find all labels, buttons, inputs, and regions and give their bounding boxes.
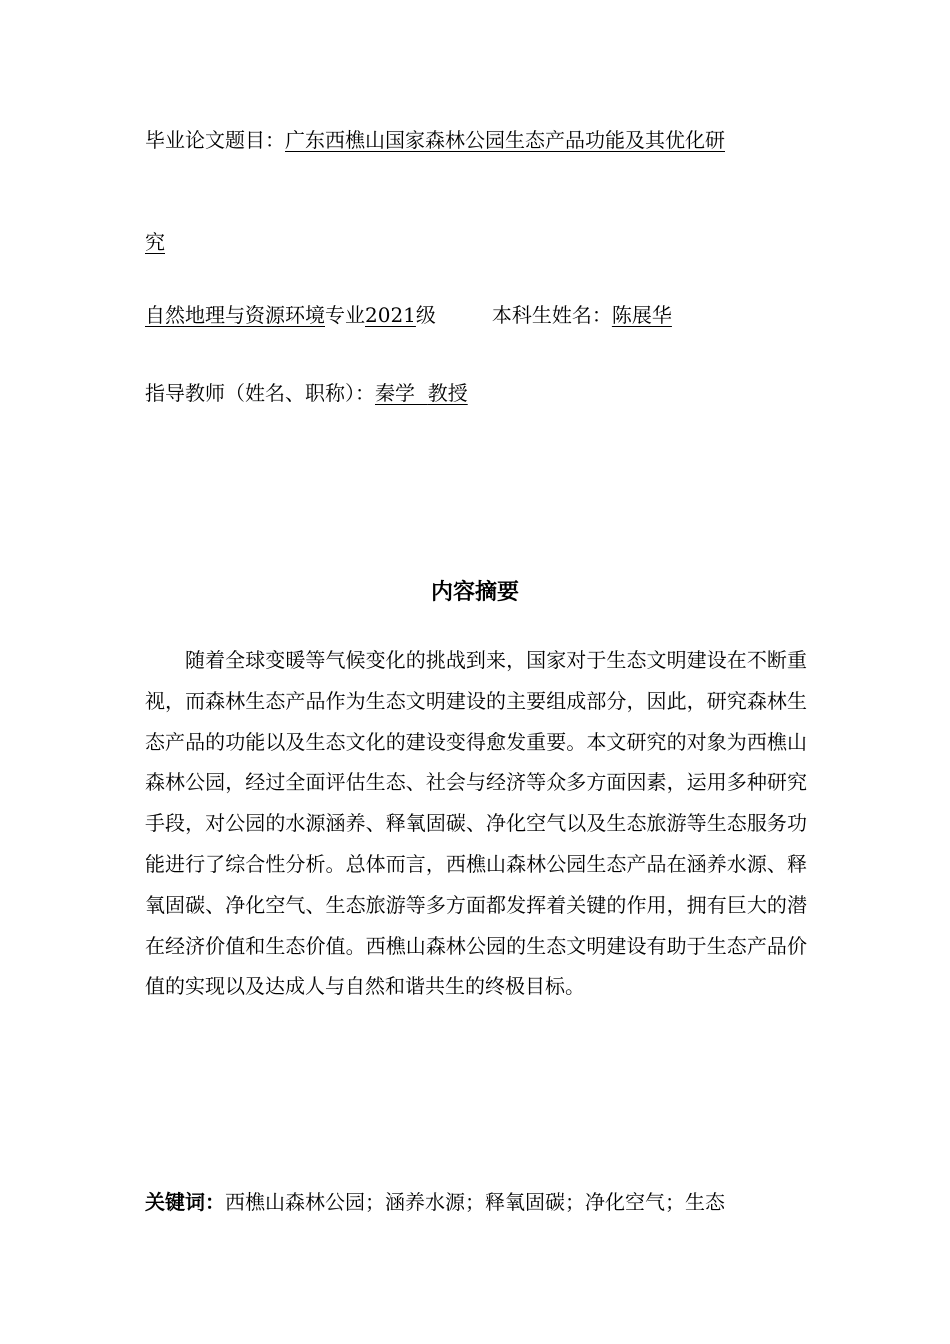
keywords-line bbox=[145, 1188, 807, 1216]
advisor-title: 教授 bbox=[427, 381, 468, 405]
advisor-line bbox=[145, 379, 468, 407]
keywords-list: 西樵山森林公园；涵养水源；释氧固碳；净化空气；生态 bbox=[225, 1190, 725, 1214]
year-suffix: 级 bbox=[415, 303, 436, 327]
major-suffix: 专业 bbox=[325, 303, 365, 327]
student-info-line bbox=[145, 301, 672, 329]
abstract-heading: 内容摘要 bbox=[430, 580, 519, 605]
advisor-label: 指导教师（姓名、职称）： bbox=[145, 381, 375, 405]
student-name-label: 本科生姓名： bbox=[491, 303, 612, 327]
keywords-label: 关键词： bbox=[145, 1190, 225, 1214]
advisor-name-title bbox=[375, 381, 468, 405]
abstract-body: 随着全球变暖等气候变化的挑战到来，国家对于生态文明建设在不断重视，而森林生态产品作为生态文明建设的主要组成部分，因此，研究森林生态产品的功能以及生态文化的建设变得愈发重要。本文研究的对象为西樵山森林公园，经过全面评估生态、社会与经济等众多方面因素，运用多种研究手段，对公园的水源涵养、释氧固碳、净化空气以及生态旅游等生态服务功能进行了综合性分析。总体而言，西樵山森林公园生态产品在涵养水源、释氧固碳、净化空气、生态旅游等多方面都发挥着关键的作用，拥有巨大的潜在经济价值和生态价值。西樵山森林公园的生态文明建设有助于生态产品价值的实现以及达成人与自然和谐共生的终极目标。 bbox=[145, 648, 807, 999]
thesis-title-label: 毕业论文题目： bbox=[145, 128, 285, 152]
thesis-title-continuation bbox=[145, 228, 165, 256]
enrollment-year: 2021 bbox=[365, 303, 416, 327]
thesis-title-text: 广东西樵山国家森林公园生态产品功能及其优化研 bbox=[285, 128, 725, 152]
thesis-title-line bbox=[145, 126, 725, 154]
student-name: 陈展华 bbox=[611, 303, 672, 327]
thesis-title-text-cont: 究 bbox=[145, 230, 165, 254]
major-name: 自然地理与资源环境 bbox=[145, 303, 325, 327]
advisor-name: 秦学 bbox=[375, 381, 415, 405]
